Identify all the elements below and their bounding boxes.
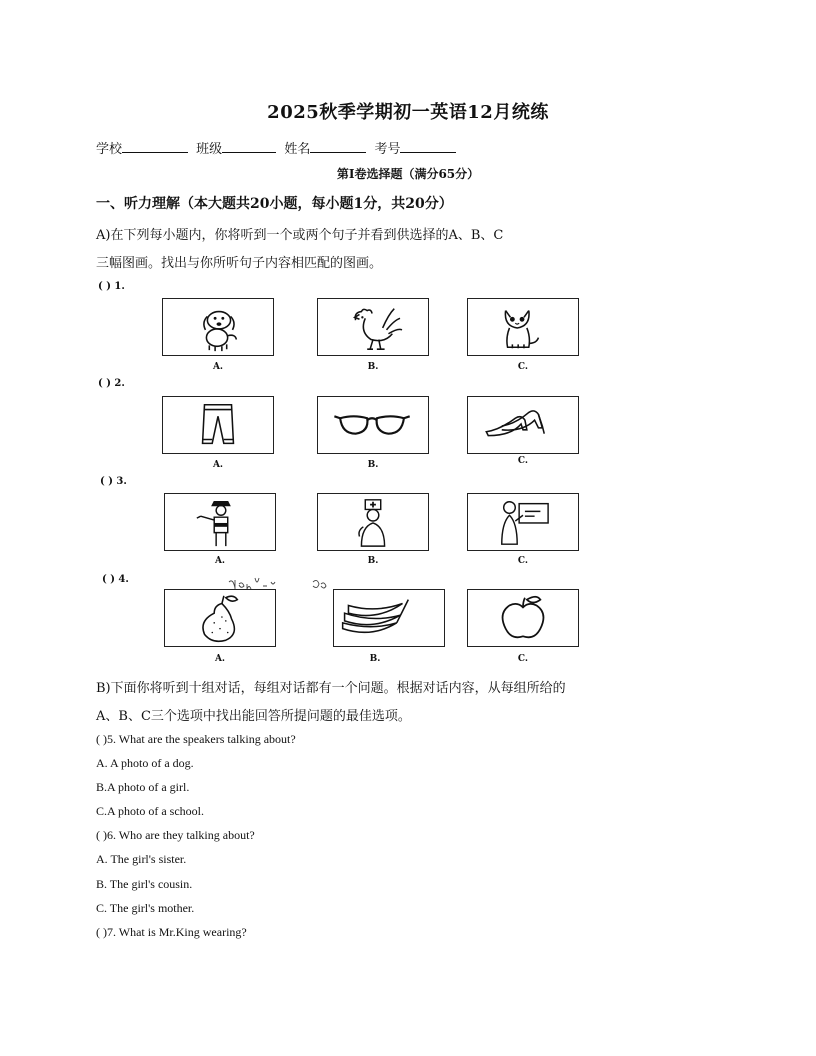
policeman-icon [165, 494, 275, 550]
teacher-icon [468, 494, 578, 550]
apple-icon [468, 590, 578, 646]
option-picture[interactable] [317, 396, 429, 454]
question-5-option-c[interactable]: C.A photo of a school. [96, 804, 204, 818]
shoes-icon [468, 397, 578, 453]
option-label: C. [517, 556, 529, 566]
option-label: B. [367, 362, 379, 372]
question-7: ( )7. What is Mr.King wearing? [96, 925, 247, 939]
number-label: 考号 [374, 142, 401, 157]
question-number: ( ) 1. [98, 281, 125, 292]
option-label: A. [212, 362, 224, 372]
option-picture[interactable] [467, 298, 579, 356]
name-label: 姓名 [284, 142, 311, 157]
question-6-option-c[interactable]: C. The girl's mother. [96, 901, 195, 915]
question-number: ( ) 2. [98, 378, 125, 389]
school-label: 学校 [96, 142, 123, 157]
cat-icon [468, 299, 578, 355]
part-b-instruction-1: B)下面你将听到十组对话，每组对话都有一个问题。根据对话内容，从每组所给的 [96, 681, 566, 696]
option-label: A. [214, 556, 226, 566]
pants-icon [163, 397, 273, 453]
part-a-instruction-2: 三幅图画。找出与你所听句子内容相匹配的图画。 [96, 256, 383, 271]
name-field[interactable] [310, 140, 366, 153]
option-picture[interactable] [333, 589, 445, 647]
question-5-option-b[interactable]: B.A photo of a girl. [96, 780, 190, 794]
question-6: ( )6. Who are they talking about? [96, 828, 255, 842]
option-label: B. [367, 556, 379, 566]
option-picture[interactable] [467, 589, 579, 647]
student-info-row [96, 138, 460, 157]
part-b-instruction-2: A、B、C三个选项中找出能回答所提问题的最佳选项。 [96, 709, 411, 724]
doctor-icon [318, 494, 428, 550]
bananas-icon [334, 590, 444, 646]
section-heading: 一、听力理解（本大题共20小题，每小题1分，共20分） [96, 196, 453, 212]
part-one-heading: 第I卷选择题（满分65分） [336, 167, 480, 181]
question-5-option-a[interactable]: A. A photo of a dog. [96, 756, 194, 770]
option-picture[interactable] [467, 493, 579, 551]
option-picture[interactable] [317, 298, 429, 356]
option-label: B. [369, 654, 381, 664]
rooster-icon [318, 299, 428, 355]
question-number: ( ) 3. [100, 476, 127, 487]
option-label: A. [212, 460, 224, 470]
number-field[interactable] [400, 140, 456, 153]
glasses-icon [318, 397, 428, 453]
class-field[interactable] [222, 140, 276, 153]
option-picture[interactable] [162, 298, 274, 356]
school-field[interactable] [122, 140, 188, 153]
option-label: B. [367, 460, 379, 470]
option-label: C. [517, 456, 529, 466]
option-label: A. [214, 654, 226, 664]
question-6-option-b[interactable]: B. The girl's cousin. [96, 877, 193, 891]
question-number: ( ) 4. [102, 574, 129, 585]
option-picture[interactable] [467, 396, 579, 454]
option-label: C. [517, 654, 529, 664]
pear-icon [165, 590, 275, 646]
option-label: C. [517, 362, 529, 372]
option-picture[interactable] [317, 493, 429, 551]
question-6-option-a[interactable]: A. The girl's sister. [96, 852, 187, 866]
option-picture[interactable] [164, 493, 276, 551]
page-title: 2025秋季学期初一英语12月统练 [267, 102, 549, 123]
class-label: 班级 [196, 142, 223, 157]
option-picture[interactable] [162, 396, 274, 454]
part-a-instruction-1: A)在下列每小题内，你将听到一个或两个句子并看到供选择的A、B、C [96, 228, 504, 243]
option-picture[interactable] [164, 589, 276, 647]
dog-icon [163, 299, 273, 355]
question-5: ( )5. What are the speakers talking about? [96, 732, 296, 746]
